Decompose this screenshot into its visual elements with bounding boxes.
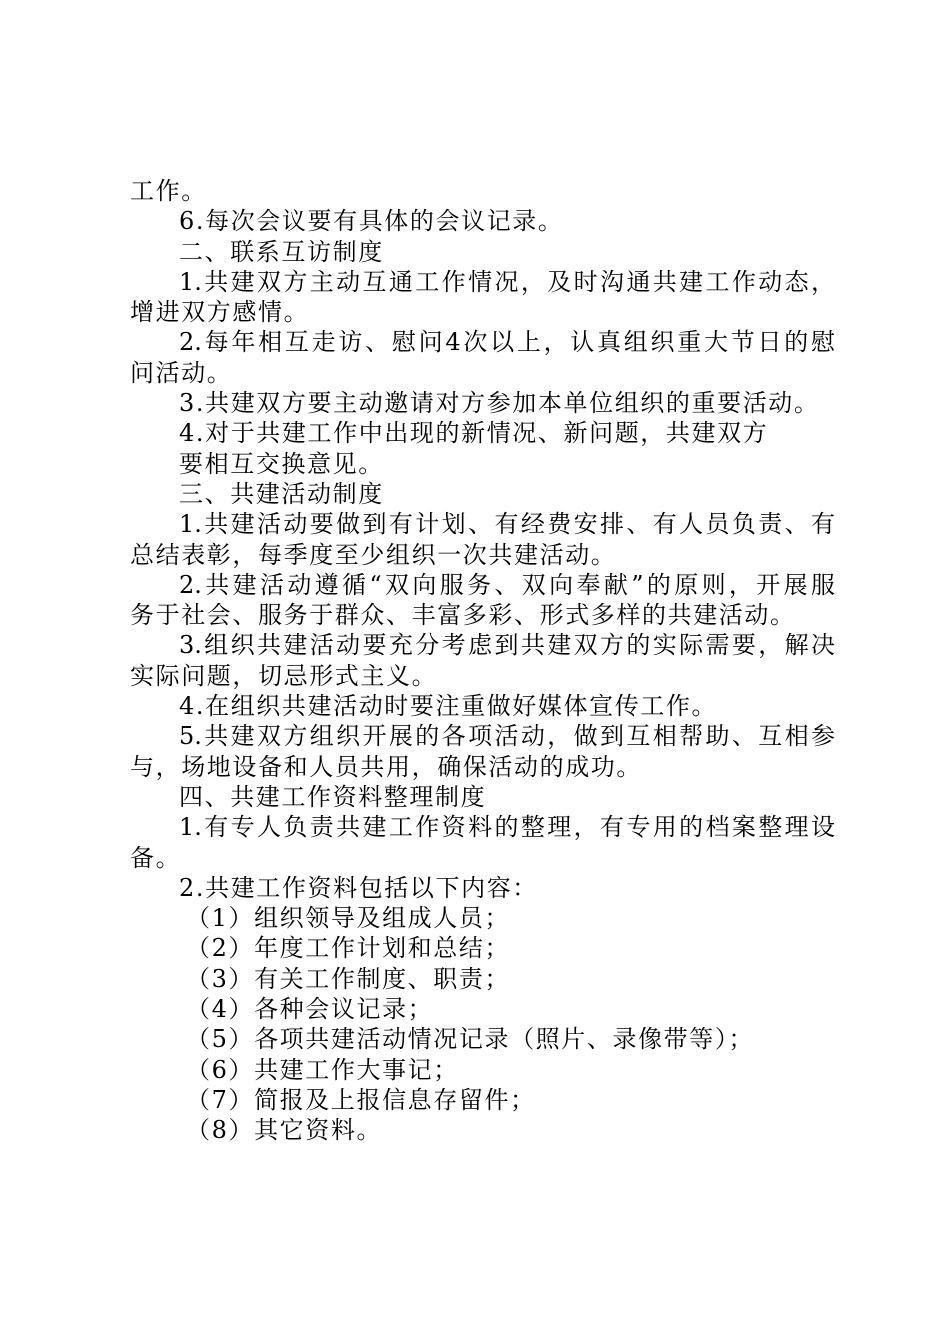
- paragraph-line: 总结表彰，每季度至少组织一次共建活动。: [130, 540, 617, 569]
- paragraph-line: 2.共建活动遵循“双向服务、双向奉献”的原则，开展服: [179, 570, 835, 599]
- document-page: [130, 176, 835, 1146]
- paragraph-line: 2.每年相互走访、慰问4次以上，认真组织重大节日的慰: [179, 328, 835, 357]
- list-item: （7）简报及上报信息存留件；: [186, 1085, 536, 1114]
- paragraph-line: 3.组织共建活动要充分考虑到共建双方的实际需要，解决: [179, 631, 835, 660]
- paragraph-line: 5.共建双方组织开展的各项活动，做到互相帮助、互相参: [179, 722, 835, 751]
- paragraph-line: 与，场地设备和人员共用，确保活动的成功。: [130, 752, 642, 781]
- paragraph-line: 实际问题，切忌形式主义。: [130, 661, 438, 690]
- list-item: （5）各项共建活动情况记录（照片、录像带等）；: [186, 1025, 755, 1054]
- list-item: （8）其它资料。: [186, 1116, 383, 1145]
- paragraph-line: 增进双方感情。: [130, 298, 310, 327]
- paragraph-line: 3.共建双方要主动邀请对方参加本单位组织的重要活动。: [179, 389, 820, 418]
- section-heading: 三、共建活动制度: [179, 479, 384, 508]
- list-item: （2）年度工作计划和总结；: [186, 934, 511, 963]
- paragraph-line: 4.在组织共建活动时要注重做好媒体宣传工作。: [179, 692, 718, 721]
- list-item: （3）有关工作制度、职责；: [186, 964, 511, 993]
- list-item: （1）组织领导及组成人员；: [186, 904, 511, 933]
- paragraph-line: 务于社会、服务于群众、丰富多彩、形式多样的共建活动。: [130, 601, 796, 630]
- paragraph-line: 4.对于共建工作中出现的新情况、新问题，共建双方: [179, 419, 769, 448]
- paragraph-line: 1.有专人负责共建工作资料的整理，有专用的档案整理设: [179, 813, 835, 842]
- list-item: （4）各种会议记录；: [186, 995, 434, 1024]
- paragraph-line: 1.共建活动要做到有计划、有经费安排、有人员负责、有: [179, 510, 835, 539]
- list-item: （6）共建工作大事记；: [186, 1055, 459, 1084]
- section-heading: 四、共建工作资料整理制度: [179, 782, 487, 811]
- section-heading: 二、联系互访制度: [179, 237, 384, 266]
- paragraph-line: 6.每次会议要有具体的会议记录。: [179, 207, 564, 236]
- paragraph-line: 工作。: [130, 177, 207, 205]
- paragraph-line: 2.共建工作资料包括以下内容：: [179, 873, 538, 902]
- paragraph-line: 备。: [130, 843, 182, 872]
- paragraph-line: 问活动。: [130, 358, 233, 387]
- paragraph-line: 1.共建双方主动互通工作情况，及时沟通共建工作动态，: [179, 267, 835, 296]
- paragraph-line: 要相互交换意见。: [179, 449, 384, 478]
